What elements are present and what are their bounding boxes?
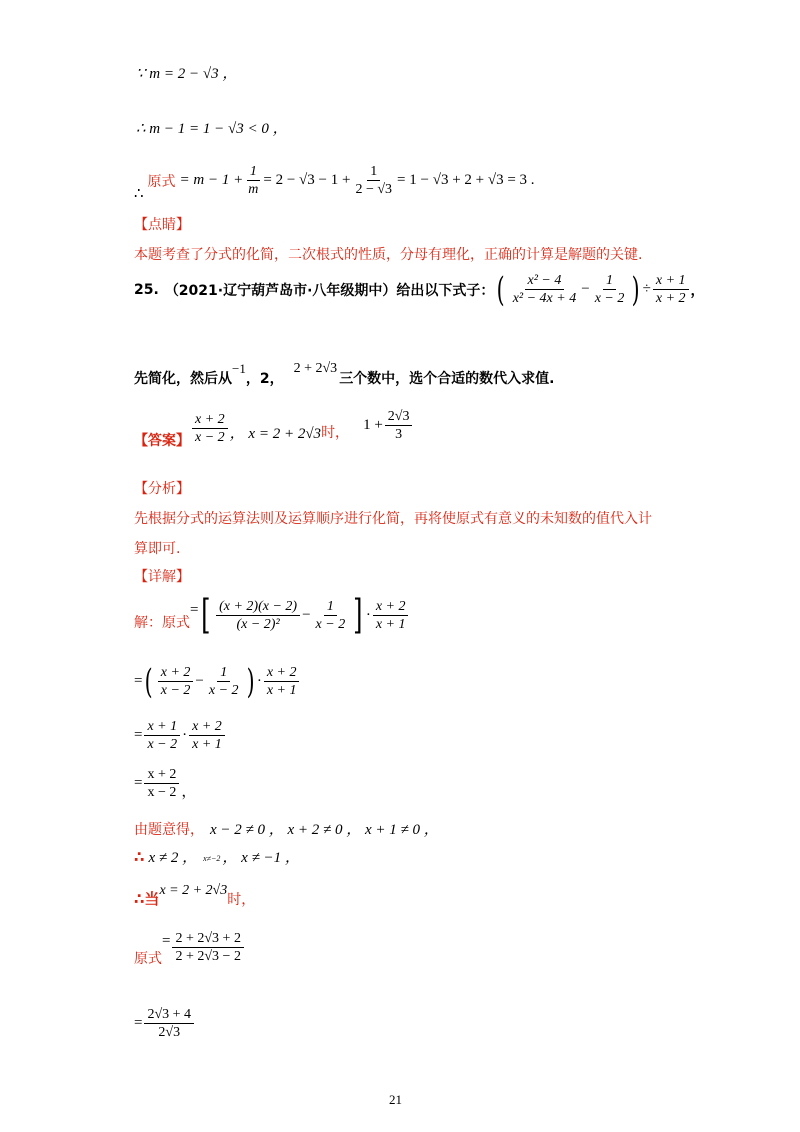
question-25-line2 [134,356,555,388]
text: ∴当 [134,890,160,908]
text: ， x = 2 + 2√3 [229,425,322,442]
therefore-symbol: ∴ [134,186,144,202]
page-number: 21 [389,1092,402,1107]
expr-part: = 1 − √3 + 2 + √3 = 3 . [397,172,535,188]
fraction: $\frac{1}{x - 2}$ [315,598,346,632]
line-m-minus-one: ∴ m − 1 = 1 − √3 < 0 ， [136,121,288,137]
fenxi-body-2: 算即可. [134,541,181,557]
fraction: $\frac{2√3 + 4}{2√3}$ [144,1006,194,1041]
step-2: = ( $\frac{x + 2}{x - 2}$ − $\frac{1}{x - 2}$ ) · $\frac{x + 2}{x + 1}$ [134,664,301,699]
dianjing-heading: 【点睛】 [134,217,190,233]
question-25: 25. （2021·辽宁葫芦岛市·八年级期中）给出以下式子： ( $\frac{\text{x² − 4}}{\text{x² − 4x + 4}}$ − $\frac{1}{x - 2}$ ) ÷ $\frac{x + 1}{x + 2}$ ， [134,269,705,310]
text: x≠−2 [203,854,221,863]
dianjing-body: 本题考查了分式的化简，二次根式的性质，分母有理化，正确的计算是解题的关键. [134,247,643,263]
fenxi-heading: 【分析】 [134,481,190,497]
text: 原式 [134,951,162,967]
fraction: $\frac{x + 2}{x + 1}$ [189,718,225,753]
step-4: = $\frac{x + 2}{x - 2}$ ， [134,767,197,800]
original-expression-label: 原式 [147,173,176,190]
answer-label: 【答案】 [134,433,190,449]
text: x = 2 + 2√3 [159,882,228,898]
expr-part: = 2 − √3 − 1 + [263,172,351,188]
fraction: $\frac{1}{x - 2}$ [208,665,239,698]
fenxi-body-1: 先根据分式的运算法则及运算顺序进行化简，再将使原式有意义的未知数的值代入计 [134,511,652,527]
fraction: $\frac{2 + 2√3 + 2}{2 + 2√3 - 2}$ [172,930,243,965]
fraction: $\frac{x + 1}{x + 2}$ [653,272,689,307]
text: 先简化，然后从 [134,371,232,387]
fraction: $\frac{x + 2}{x + 1}$ [373,598,409,633]
result-1: 原式 = $\frac{2 + 2√3 + 2}{2 + 2√3 - 2}$ [134,926,246,968]
question-source: （2021·辽宁葫芦岛市·八年级期中）给出以下式子： [164,282,495,299]
fraction: $\frac{1}{m}$ [248,164,259,197]
text: ， x ≠ −1 ， [222,850,300,866]
fraction: $\frac{x + 1}{x - 2}$ [144,718,180,753]
text: x ≠ 2 ， [148,850,198,866]
value: 2 + 2√3 [293,361,338,376]
result-2: = $\frac{2√3 + 4}{2√3}$ [134,1006,196,1041]
text: 由题意得， [134,821,204,838]
text: 时， [321,425,350,441]
fraction: $\frac{(x + 2)(x - 2)}{\text{(x − 2)²}}$ [216,598,300,633]
xiangjie-heading: 【详解】 [134,569,190,585]
fraction: $\frac{x + 2}{x - 2}$ [158,664,194,699]
text: x − 2 ≠ 0 ， x + 2 ≠ 0 ， x + 1 ≠ 0 ， [210,822,439,838]
text: 时， [227,891,256,908]
answer-fraction: $\frac{x + 2}{x - 2}$ [192,411,228,446]
fraction: $\frac{\text{x² − 4}}{\text{x² − 4x + 4}}$ [512,273,577,306]
left-paren: ( [497,269,506,310]
fraction: $\frac{1}{x - 2}$ [594,273,625,306]
text: 三个数中，选个合适的数代入求值. [339,371,555,387]
fraction: $\frac{1}{2 - √3}$ [355,164,393,197]
text: 解：原式 [134,615,190,631]
condition-line [134,818,439,839]
step-1: 解：原式 = [ $\frac{(x + 2)(x - 2)}{\text{(x − 2)²}}$ − $\frac{1}{x - 2}$ ] · $\frac{x + 2}{x + 1}$ [134,595,410,635]
text: ∴ [134,847,145,866]
question-number: 25. [134,281,159,298]
fraction: $\frac{x + 2}{x - 2}$ [144,766,179,801]
expr-part: = m − 1 + [179,172,244,188]
fraction: $\frac{x + 2}{x + 1}$ [264,664,300,699]
text: 1 + [363,416,383,433]
answer-line [134,406,414,450]
answer-value-fraction: $\frac{2√3}{3}$ [385,408,413,443]
right-paren: ) [632,269,640,310]
step-3: = $\frac{x + 1}{x - 2}$ · $\frac{x + 2}{x + 1}$ [134,718,227,753]
substitution-line [134,872,255,909]
line-original-evaluation [134,158,535,203]
value: −1 [232,361,246,376]
therefore-line [134,846,300,867]
punct: ， [690,282,705,299]
line-m-value: ∵ m = 2 − √3 ， [136,66,238,82]
punct: ， [181,784,197,800]
text: ，2， [245,371,284,387]
